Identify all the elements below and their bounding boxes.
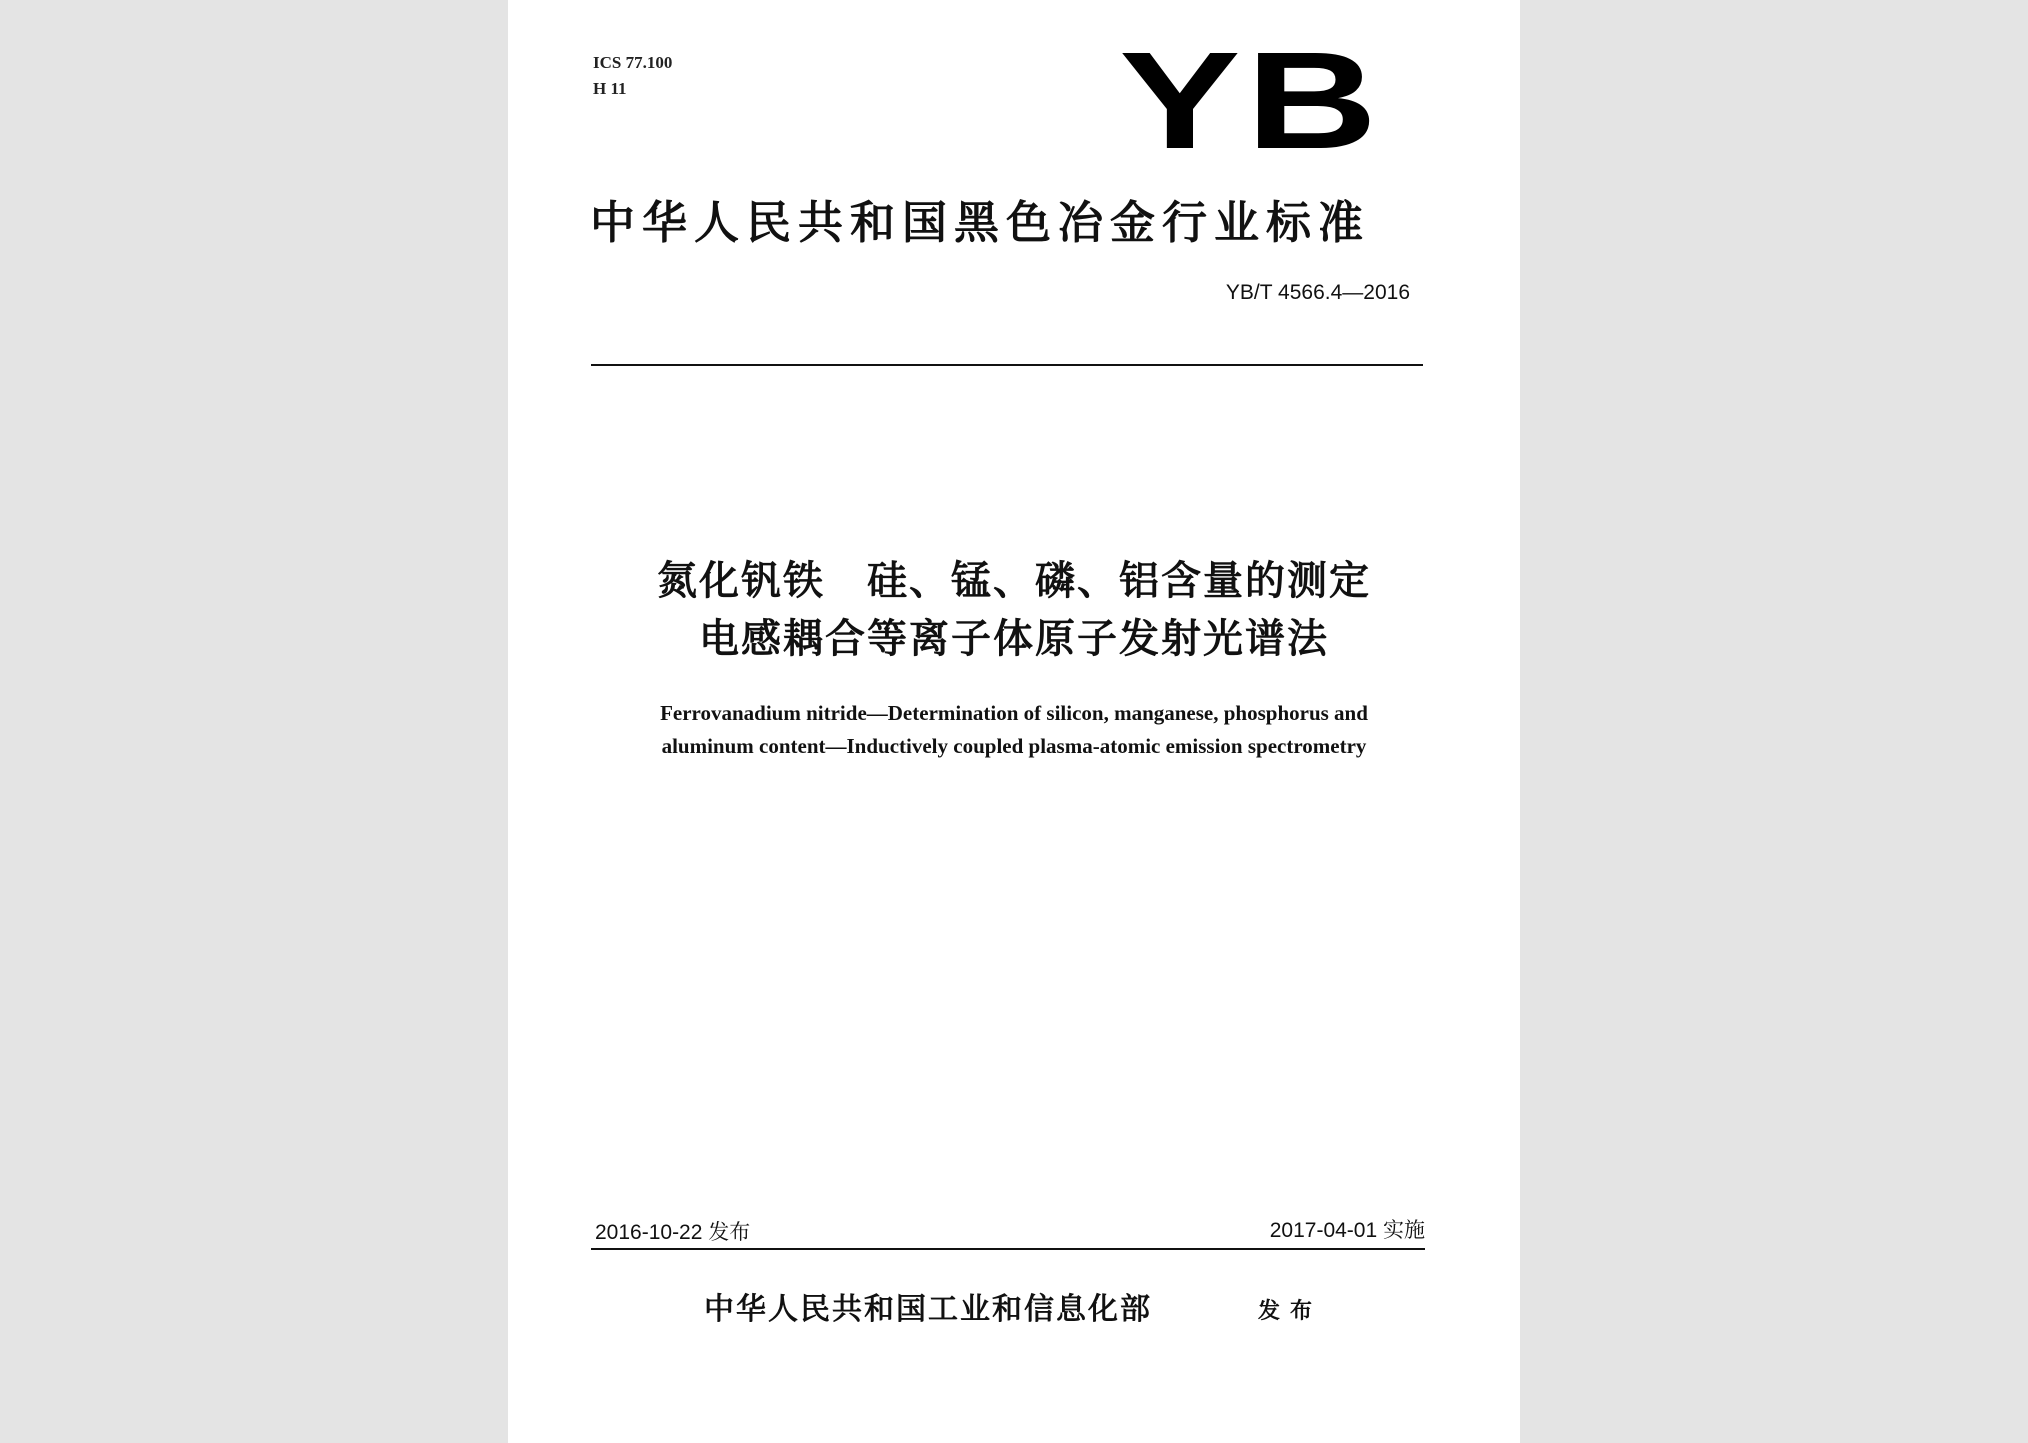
ics-code: ICS 77.100	[593, 53, 673, 72]
top-divider	[591, 364, 1423, 366]
classification-codes	[593, 50, 672, 102]
publish-label: 发布	[1258, 1299, 1323, 1324]
publisher-name: 中华人民共和国工业和信息化部	[704, 1292, 1152, 1327]
english-title	[508, 697, 1520, 763]
document-page	[508, 0, 1520, 1443]
ccs-code: H 11	[593, 79, 627, 98]
chinese-title-line-1: 氮化钒铁 硅、锰、磷、铝含量的测定	[657, 558, 1371, 604]
implementation-date: 2017-04-01 实施	[1269, 1219, 1425, 1242]
english-title-line-2: aluminum content—Inductively coupled plasma-atomic emission spectrometry	[661, 734, 1367, 758]
english-title-line-1: Ferrovanadium nitride—Determination of silicon, manganese, phosphorus and	[660, 701, 1368, 725]
chinese-title	[508, 552, 1520, 668]
yb-logo: YB	[1119, 24, 1383, 178]
bottom-divider	[591, 1248, 1425, 1250]
standard-number: YB/T 4566.4—2016	[1225, 281, 1410, 304]
industry-standard-title: 中华人民共和国黑色冶金行业标准	[590, 196, 1371, 249]
issue-date: 2016-10-22 发布	[595, 1221, 751, 1244]
chinese-title-line-2: 电感耦合等离子体原子发射光谱法	[699, 616, 1329, 662]
